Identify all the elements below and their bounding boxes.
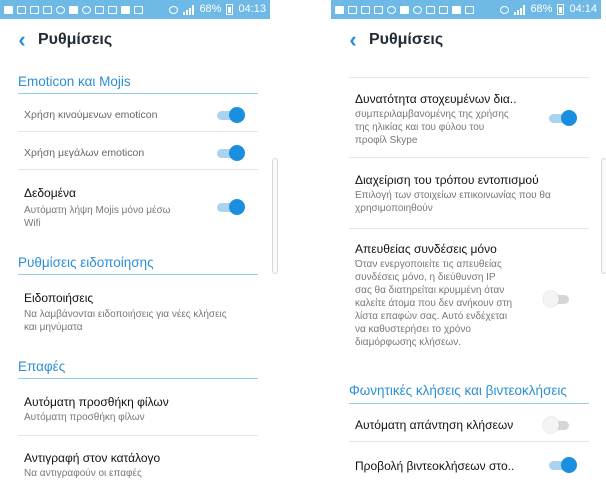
battery-icon [557, 4, 564, 15]
status-bar [331, 0, 601, 19]
setting-title: Ειδοποιήσεις [24, 291, 94, 305]
section-title: Επαφές [18, 359, 66, 374]
edge-handle[interactable] [272, 158, 278, 274]
large-emoticons-toggle[interactable] [217, 145, 245, 161]
setting-subtitle: Wifi [24, 218, 41, 229]
image-icon [374, 6, 383, 14]
chat-icon [69, 6, 78, 14]
skype-icon [82, 6, 91, 14]
section-rule [18, 378, 258, 379]
location-icon [387, 6, 396, 14]
data-toggle[interactable] [217, 199, 245, 215]
setting-title: Απευθείας συνδέσεις μόνο [355, 242, 497, 256]
left-screen [0, 0, 270, 487]
setting-subtitle: σας θα διατηρείται κρυμμένη όταν [355, 285, 505, 296]
setting-animated-emoticons[interactable] [0, 96, 270, 132]
message-icon [335, 6, 344, 14]
setting-subtitle: να καθυστερήσει το χρόνο [355, 324, 471, 335]
setting-large-emoticons[interactable] [0, 133, 270, 169]
setting-title: Αυτόματη προσθήκη φίλων [24, 395, 169, 409]
app-bar [0, 19, 270, 63]
setting-label: Χρήση μεγάλων emoticon [24, 147, 145, 159]
setting-subtitle: Αυτόματη λήψη Mojis μόνο μέσω [24, 205, 171, 216]
mail-icon [361, 6, 370, 14]
alarm-icon [500, 6, 509, 14]
targeted-ads-toggle[interactable] [549, 110, 577, 126]
back-chevron-icon[interactable]: ‹ [349, 27, 357, 52]
briefcase-icon [426, 6, 435, 14]
store-icon [465, 6, 474, 14]
section-title: Ρυθμίσεις ειδοποίησης [18, 255, 154, 270]
mail-icon [17, 6, 26, 14]
page-title: Ρυθμίσεις [369, 31, 444, 48]
setting-subtitle: συνδέσεις μόνο, η διεύθυνση IP [355, 272, 496, 283]
settings-list[interactable] [0, 63, 270, 487]
section-header-notifications [18, 255, 258, 275]
photo-icon [108, 6, 117, 14]
clock: 04:13 [238, 3, 266, 15]
photo-icon [439, 6, 448, 14]
setting-subtitle: Να λαμβάνονται ειδοποιήσεις για νέες κλήσεις [24, 309, 227, 320]
setting-notifications[interactable] [0, 276, 270, 342]
clock: 04:14 [569, 3, 597, 15]
page-title: Ρυθμίσεις [38, 31, 113, 48]
direct-connections-toggle[interactable] [543, 291, 571, 307]
section-header-calls [349, 383, 589, 405]
divider [18, 131, 258, 132]
setting-subtitle: καλείτε άτομα που δεν ανήκουν στη [355, 298, 513, 309]
setting-subtitle: Αυτόματη προσθήκη φίλων [24, 412, 145, 423]
signal-icon [183, 5, 194, 15]
setting-title: Προβολή βιντεοκλήσεων στο.. [355, 459, 515, 473]
section-rule [18, 274, 258, 275]
section-header-emoticons [18, 74, 258, 94]
divider [18, 169, 258, 170]
section-header-contacts [18, 359, 258, 379]
alarm-icon [169, 6, 178, 14]
chat-icon [400, 6, 409, 14]
setting-title: Αντιγραφή στον κατάλογο [24, 451, 161, 465]
status-bar [0, 0, 270, 19]
setting-subtitle: Όταν ενεργοποιείτε τις απευθείας [355, 259, 502, 270]
mail-icon [348, 6, 357, 14]
setting-subtitle: λίστα επαφών σας. Αυτό ενδέχεται [355, 311, 508, 322]
signal-icon [514, 5, 525, 15]
setting-subtitle: της ηλικίας και του φύλου του [355, 122, 485, 133]
briefcase-icon [95, 6, 104, 14]
animated-emoticons-toggle[interactable] [217, 107, 245, 123]
setting-subtitle: και μηνύματα [24, 322, 83, 333]
setting-copy-to-directory[interactable] [0, 436, 270, 487]
section-title: Φωνητικές κλήσεις και βιντεοκλήσεις [349, 383, 567, 398]
setting-subtitle: Επιλογή των στοιχείων επικοινωνίας που θα [355, 190, 551, 201]
setting-discovery[interactable] [331, 159, 601, 229]
facebook-icon [121, 6, 130, 14]
setting-auto-answer[interactable] [331, 408, 601, 442]
setting-data[interactable] [0, 171, 270, 237]
divider [349, 228, 589, 229]
app-bar [331, 19, 601, 63]
setting-auto-add-friends[interactable] [0, 380, 270, 436]
setting-label: Χρήση κινούμενων emoticon [24, 109, 158, 121]
right-screen [331, 0, 601, 487]
setting-subtitle: προφίλ Skype [355, 135, 418, 146]
image-icon [43, 6, 52, 14]
setting-title: Δεδομένα [24, 186, 76, 200]
setting-subtitle: Να αντιγραφούν οι επαφές [24, 468, 142, 479]
setting-subtitle: συμπεριλαμβανομένης της χρήσης [355, 109, 509, 120]
notification-icons [4, 0, 143, 19]
section-rule [18, 93, 258, 94]
settings-list[interactable] [331, 63, 601, 487]
setting-subtitle: διαμόρφωσης κλήσεων. [355, 337, 461, 348]
setting-scrolled-off [331, 63, 601, 78]
show-video-calls-toggle[interactable] [549, 457, 577, 473]
battery-percent: 68% [199, 3, 222, 15]
divider [349, 157, 589, 158]
setting-show-video-calls[interactable] [331, 443, 601, 483]
setting-title: Διαχείριση του τρόπου εντοπισμού [355, 173, 539, 187]
location-icon [56, 6, 65, 14]
setting-title: Αυτόματη απάντηση κλήσεων [355, 418, 514, 432]
setting-targeted-ads[interactable] [331, 78, 601, 158]
battery-icon [226, 4, 233, 15]
setting-direct-connections[interactable] [331, 230, 601, 370]
store-icon [134, 6, 143, 14]
facebook-icon [452, 6, 461, 14]
setting-subtitle: χρησιμοποιηθούν [355, 203, 433, 214]
setting-title: Δυνατότητα στοχευμένων δια.. [355, 92, 517, 106]
section-title: Emoticon και Mojis [18, 74, 131, 89]
edge-handle[interactable] [601, 158, 606, 274]
message-icon [4, 6, 13, 14]
mail-icon [30, 6, 39, 14]
notification-icons [335, 0, 474, 19]
back-chevron-icon[interactable]: ‹ [18, 27, 26, 52]
skype-icon [413, 6, 422, 14]
divider [349, 441, 589, 442]
battery-percent: 68% [530, 3, 553, 15]
section-rule [349, 403, 589, 404]
auto-answer-toggle[interactable] [543, 417, 571, 433]
